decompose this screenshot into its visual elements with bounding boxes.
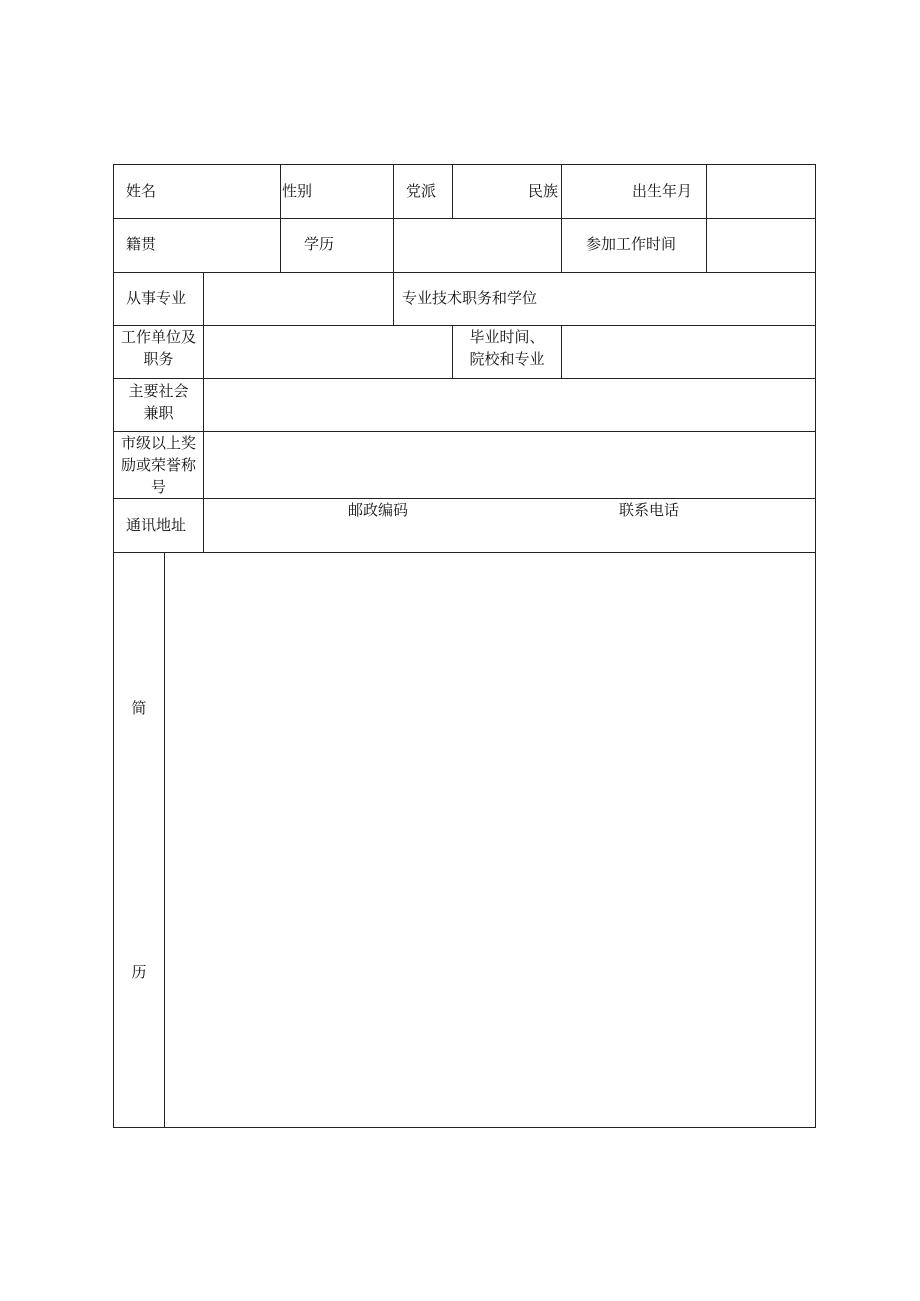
label-specialty: 从事专业 [126,289,187,307]
label-ethnicity: 民族 [528,182,559,200]
label-work-start-date: 参加工作时间 [586,235,677,253]
row-divider [114,218,815,219]
row-divider [114,378,815,379]
label-resume-char1: 简 [131,699,147,717]
column-divider [203,272,204,552]
row-divider [114,552,815,553]
registration-form-table [113,164,816,1128]
label-name: 姓名 [126,182,157,200]
label-native-place: 籍贯 [126,235,157,253]
column-divider [280,165,281,272]
row-divider [114,498,815,499]
label-birth-date: 出生年月 [632,182,693,200]
label-education: 学历 [304,235,335,253]
label-party: 党派 [406,182,437,200]
label-graduation-line2: 院校和专业 [469,350,545,368]
label-social-positions-line1: 主要社会 [128,382,189,400]
label-awards-line1: 市级以上奖 [120,434,196,452]
label-work-unit-line1: 工作单位及 [120,328,196,346]
column-divider [561,325,562,378]
column-divider [452,165,453,218]
row-divider [114,272,815,273]
column-divider [706,165,707,272]
column-divider [561,165,562,272]
label-title-degree: 专业技术职务和学位 [402,289,538,307]
label-graduation-line1: 毕业时间、 [469,328,545,346]
column-divider [393,165,394,325]
label-postcode: 邮政编码 [348,501,409,519]
label-address: 通讯地址 [126,516,187,534]
label-social-positions-line2: 兼职 [143,404,174,422]
label-resume-char2: 历 [131,963,147,981]
label-awards-line2: 励或荣誉称 [120,456,196,474]
label-awards-line3: 号 [150,478,166,496]
label-work-unit-line2: 职务 [143,350,174,368]
column-divider [164,552,165,1127]
label-phone: 联系电话 [619,501,680,519]
label-gender: 性别 [282,182,313,200]
row-divider [114,431,815,432]
